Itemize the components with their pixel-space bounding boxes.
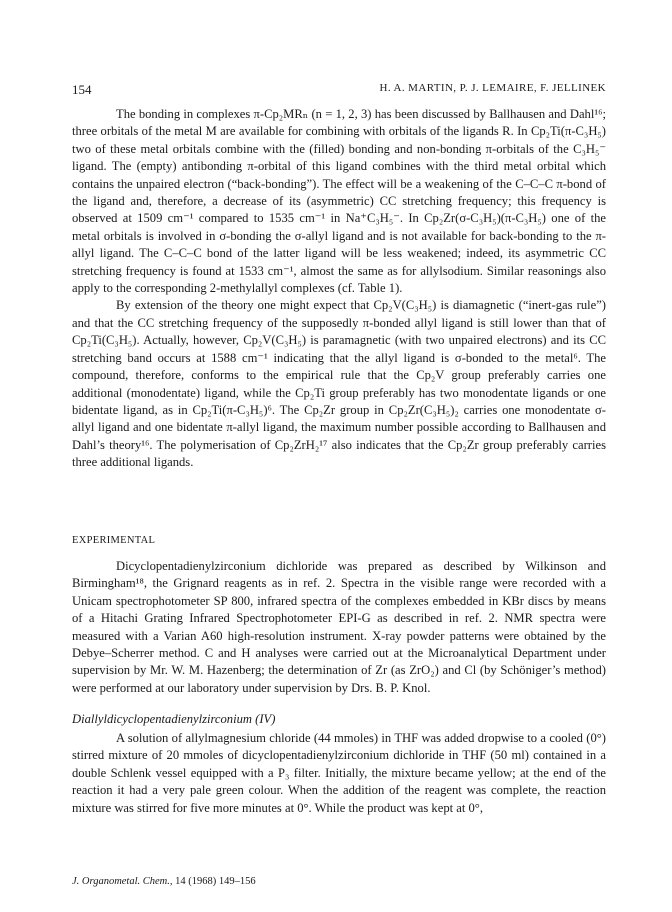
page-header: [72, 82, 606, 100]
bonding-discussion: [72, 106, 606, 472]
footer-journal: J. Organometal. Chem.,: [72, 876, 173, 887]
paragraph-procedure: A solution of allylmagnesium chloride (44 mmoles) in THF was added dropwise to a cooled (0°) stirred mixture of 20 mmoles of dicyclopentadienylzirconium dichloride in THF (50 ml) contained in a double Schlenk vessel equipped with a P₃ filter. Initially, the mixture became yellow; at the end of the reaction it had a very pale green colour. When the addition of the reagent was complete, the reaction mixture was stirred for five more minutes at 0°. While the product was kept at 0°,: [72, 731, 606, 815]
page-footer: [72, 876, 256, 887]
compound-title: Diallyldicyclopentadienylzirconium (IV): [72, 712, 276, 726]
running-head-authors: H. A. MARTIN, P. J. LEMAIRE, F. JELLINEK: [379, 82, 606, 94]
paragraph-bonding-1: The bonding in complexes π-Cp₂MRₙ (n = 1, 2, 3) has been discussed by Ballhausen and Dahl¹⁶; three orbitals of the metal M are available for combining with orbitals of the ligands R. In Cp₂Ti(π-C₃H₅) two of these metal orbitals combine with the (filled) bonding and non-bonding π-orbitals of the C₃H₅⁻ ligand. The (empty) antibonding π-orbital of this ligand combines with the third metal orbital which contains the unpaired electron (“back-bonding”). The effect will be a weakening of the C–C–C π-bond of the ligand and, therefore, a decrease of its (asymmetric) CC stretching frequency; this frequency is observed at 1509 cm⁻¹ compared to 1535 cm⁻¹ in Na⁺C₃H₅⁻. In Cp₂Zr(σ-C₃H₅)(π-C₃H₅) one of the metal orbitals is involved in σ-bonding the σ-allyl ligand and is not available for back-bonding to the π-allyl ligand. The C–C–C bond of the latter ligand will be less weakened; indeed, its asymmetric CC stretching frequency is found at 1533 cm⁻¹, almost the same as for allylsodium. Similar reasonings also apply to the corresponding 2-methylallyl complexes (cf. Table 1).: [72, 107, 606, 296]
section-heading-experimental: EXPERIMENTAL: [72, 535, 156, 546]
footer-citation: 14 (1968) 149–156: [175, 876, 256, 887]
paragraph-bonding-2: By extension of the theory one might expect that Cp₂V(C₃H₅) is diamagnetic (“inert-gas rule”) and that the CC stretching frequency of the supposedly π-bonded allyl ligand is still lower than that of Cp₂Ti(C₃H₅). Actually, however, Cp₂V(C₃H₅) is paramagnetic (with two unpaired electrons) and its CC stretching band occurs at 1588 cm⁻¹ indicating that the allyl ligand is σ-bonded to the metal⁶. The compound, therefore, conforms to the empirical rule that the Cp₂V group preferably carries one additional (monodentate) ligand, while the Cp₂Ti group preferably has two monodentate ligands or one bidentate ligand, as in Cp₂Ti(π-C₃H₅)⁶. The Cp₂Zr group in Cp₂Zr(C₃H₅)₂ carries one monodentate σ-allyl ligand and one bidentate π-allyl ligand, the maximum number possible according to Ballhausen and Dahl’s theory¹⁶. The polymerisation of Cp₂ZrH₂¹⁷ also indicates that the Cp₂Zr group preferably carries three additional ligands.: [72, 298, 606, 470]
experimental-section: [72, 558, 606, 697]
page-number: 154: [72, 82, 92, 97]
procedure-section: [72, 730, 606, 817]
paragraph-experimental: Dicyclopentadienylzirconium dichloride was prepared as described by Wilkinson and Birmingham¹⁸, the Grignard reagents as in ref. 2. Spectra in the visible range were recorded with a Unicam spectrophotometer SP 800, infrared spectra of the complexes embedded in KBr discs by means of a Hitachi Grating Infrared Spectrophotometer EPI-G as described in ref. 2. NMR spectra were measured with a Varian A60 high-resolution instrument. X-ray powder patterns were obtained by the Debye–Scherrer method. C and H analyses were carried out at the Microanalytical Department under supervision by Mr. W. M. Hazenberg; the determination of Zr (as ZrO₂) and Cl (by Schöniger’s method) were performed at our laboratory under supervision by Drs. B. P. Knol.: [72, 559, 606, 695]
